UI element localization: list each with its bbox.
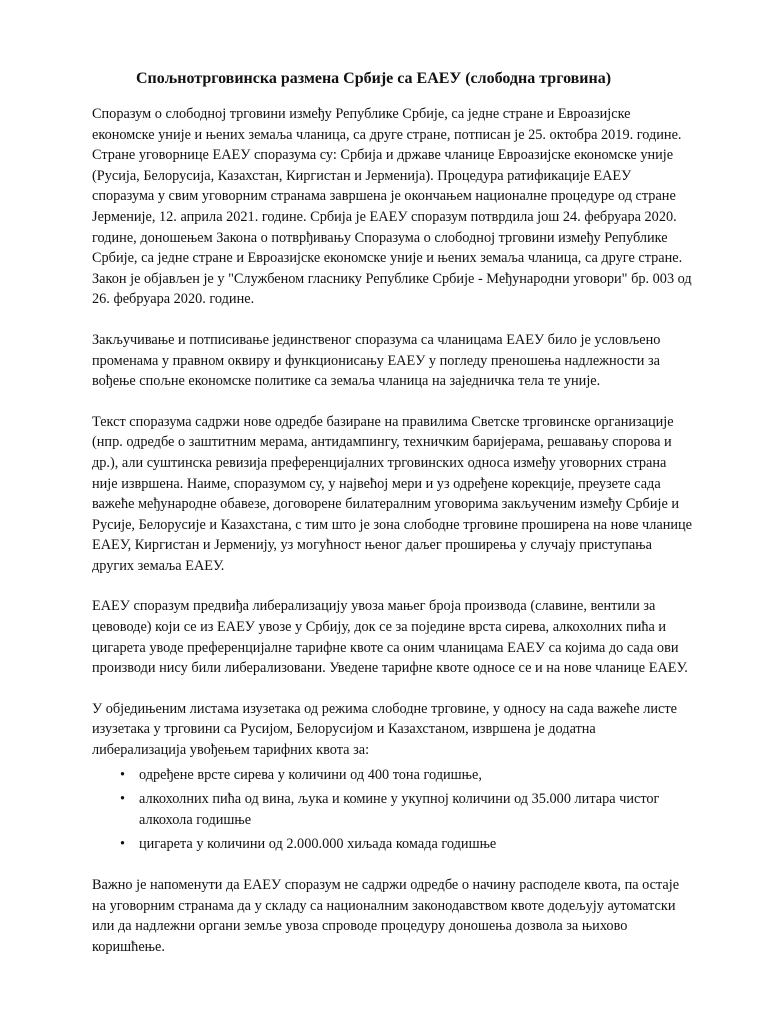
document-title: Спољнотрговинска размена Србије са ЕАЕУ (слободна трговина) (136, 70, 612, 87)
list-item-text: цигарета у количини од 2.000.000 хиљада комада годишње (139, 836, 497, 853)
list-item (92, 834, 692, 855)
paragraph-agreement-signing: Споразум о слободној трговини између Републике Србије, са једне стране и Евроазијске економске уније и њених земаља чланица, са друге стране, потписан је 25. октобра 2019. године. Стране уговорнице ЕАЕУ споразума су: Србија и државе чланице Евроазијске економске уније (Русија, Белорусија, Казахстан, Киргистан и Јерменија). Процедура ратификације ЕАЕУ споразума у свим уговорним странама завршена је окончањем националне процедуре од стране Јерменије, 12. априла 2021. године. Србија је ЕАЕУ споразум потврдила још 24. фебруара 2020. године, доношењем Закона о потврђивању Споразума о слободној трговини између Републике Србије, са једне стране и Евроазијске економске уније и њених земаља чланица, са друге стране. Закон је објављен је у "Службеном гласнику Републике Србије - Међународни уговори" бр. 003 од 26. фебруара 2020. године. (92, 106, 692, 308)
bullet-icon: • (120, 791, 126, 808)
list-item-text: одређене врсте сирева у количини од 400 тона годишње, (139, 766, 482, 783)
paragraph-agreement-text: Текст споразума садржи нове одредбе базиране на правилима Светске трговинске организације (нпр. одредбе о заштитним мерама, антидампингу, техничким баријерама, решавању спорова и др.), али суштинска ревизија преференцијалних трговинских односа између уговорних страна није извршена. Наиме, споразумом су, у највећој мери и уз одређене корекције, преузете сада важеће међународне обавезе, договорене билатералним уговорима закљученим између Србије и Русије, Белорусије и Казахстана, с тим што је зона слободне трговине проширена на нове чланице ЕАЕУ, Киргистан и Јерменију, уз могућност њеног даљег проширења у случају приступања других земаља ЕАЕУ. (92, 413, 692, 574)
paragraph-competence-transfer: Закључивање и потписивање јединственог споразума са чланицама ЕАЕУ било је условљено променама у правном оквиру и функционисању ЕАЕУ у погледу преношења надлежности за вођење спољне економске политике са земаља чланица на заједничка тела те уније. (92, 331, 661, 390)
bullet-icon: • (120, 836, 126, 853)
bullet-icon: • (120, 766, 126, 783)
list-item (92, 765, 692, 786)
paragraph-exceptions-lists: У обједињеним листама изузетака од режима слободне трговине, у односу на сада важеће листе изузетака у трговини са Русијом, Белорусијом и Казахстаном, извршена је додатна либерализација увођењем тарифних квота за: (92, 700, 677, 759)
list-item (92, 789, 692, 830)
document-page (92, 68, 692, 977)
list-item-text: алкохолних пића од вина, љука и комине у укупној количини од 35.000 литара чистог алкохола годишње (139, 791, 660, 828)
tariff-quota-list (92, 765, 692, 855)
paragraph-quota-distribution: Важно је напоменути да ЕАЕУ споразум не садржи одредбе о начину расподеле квота, па остаје на уговорним странама да у складу са националним законодавством квоте додељују аутоматски или да надлежни органи земље увоза спроводе процедуру доношења дозвола за њихово коришћење. (92, 877, 680, 955)
paragraph-import-liberalization: ЕАЕУ споразум предвиђа либерализацију увоза мањег броја производа (славине, вентили за цевоводе) који се из ЕАЕУ увозе у Србију, док се за поједине врста сирева, алкохолних пића и цигарета уводе преференцијалне тарифне квоте са оним чланицама ЕАЕУ са којима до сада ови производи нису били либерализовани. Уведене тарифне квоте односе се и на нове чланице ЕАЕУ. (92, 598, 688, 677)
